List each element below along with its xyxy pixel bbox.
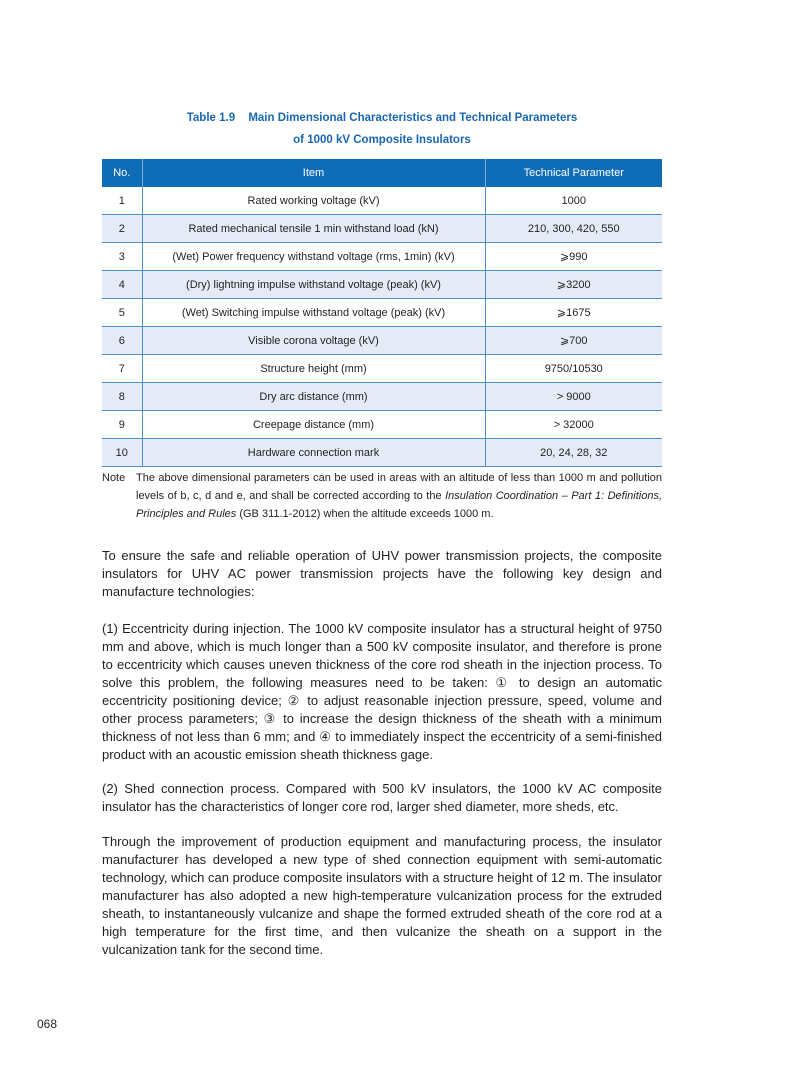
cell-no: 1 [102,187,142,215]
table-row [102,271,662,299]
cell-value: ⩾3200 [485,271,662,299]
cell-no: 9 [102,411,142,439]
cell-value: ⩾700 [485,327,662,355]
note-label: Note [102,472,126,484]
table-row [102,355,662,383]
cell-item: Dry arc distance (mm) [142,383,485,411]
table-header-row [102,159,662,187]
table-caption-line2: of 1000 kV Composite Insulators [293,134,471,146]
cell-item: Creepage distance (mm) [142,411,485,439]
cell-no: 5 [102,299,142,327]
page-number: 068 [37,1017,58,1031]
standard-title: Insulation Coordination – Part 1: Definitions, Principles and Rules [136,490,663,520]
cell-item: (Dry) lightning impulse withstand voltage (peak) (kV) [142,271,485,299]
table-note [102,469,662,523]
table-row [102,411,662,439]
intro-paragraph: To ensure the safe and reliable operation of UHV power transmission projects, the composite insulators for UHV AC power transmission projects have the following key design and manufacture technologies: [102,548,662,599]
cell-item: (Wet) Switching impulse withstand voltage (peak) (kV) [142,299,485,327]
cell-value: 20, 24, 28, 32 [485,439,662,467]
cell-item: Visible corona voltage (kV) [142,327,485,355]
table-row [102,243,662,271]
cell-no: 10 [102,439,142,467]
cell-value: 9750/10530 [485,355,662,383]
header-technical-parameter: Technical Parameter [485,159,662,187]
table-row [102,187,662,215]
cell-value: > 9000 [485,383,662,411]
table-row [102,299,662,327]
cell-no: 2 [102,215,142,243]
cell-item: Hardware connection mark [142,439,485,467]
cell-item: (Wet) Power frequency withstand voltage (rms, 1min) (kV) [142,243,485,271]
cell-item: Structure height (mm) [142,355,485,383]
manufacturing-paragraph: Through the improvement of production equipment and manufacturing process, the insulator manufacturer has developed a new type of shed connection equipment with semi-automatic technology, which can produce composite insulators with a structure height of 12 m. The insulator manufacturer has also adopted a new high-temperature vulcanization process for the extruded sheath, to instantaneously vulcanize and shape the formed extruded sheath of the core rod at a high temperature for the first time, and then vulcanize the sheath on a support in the vulcanization tank for the second time. [102,834,662,957]
note-text: The above dimensional parameters can be used in areas with an altitude of less than 1000 m and pollution levels of b, c, d and e, and shall be corrected according to the Insulation Coordination – Part 1: Definitions, Principles and Rules (GB 311.1-2012) when the altitude exceeds 1000 m. [136,472,663,520]
cell-value: 1000 [485,187,662,215]
cell-no: 6 [102,327,142,355]
cell-no: 7 [102,355,142,383]
table-row [102,215,662,243]
cell-no: 8 [102,383,142,411]
cell-value: 210, 300, 420, 550 [485,215,662,243]
cell-item: Rated mechanical tensile 1 min withstand load (kN) [142,215,485,243]
eccentricity-paragraph: (1) Eccentricity during injection. The 1000 kV composite insulator has a structural height of 9750 mm and above, which is much longer than a 500 kV composite insulator, and therefore is prone to eccentricity which causes uneven thickness of the core rod sheath in the injection process. To solve this problem, the following measures need to be taken: ① to design an automatic eccentricity positioning device; ② to adjust reasonable injection pressure, speed, volume and other process parameters; ③ to increase the design thickness of the sheath with a minimum thickness of not less than 6 mm; and ④ to immediately inspect the eccentricity of a semi-finished product with an acoustic emission sheath thickness gage. [102,621,662,762]
cell-no: 4 [102,271,142,299]
table-title: Main Dimensional Characteristics and Technical Parameters [248,112,578,124]
cell-value: > 32000 [485,411,662,439]
table-row [102,327,662,355]
cell-item: Rated working voltage (kV) [142,187,485,215]
cell-value: ⩾990 [485,243,662,271]
table-number: Table 1.9 [186,112,236,124]
parameters-table [102,159,662,467]
header-item: Item [142,159,485,187]
table-row [102,383,662,411]
header-no: No. [102,159,142,187]
table-row [102,439,662,467]
cell-value: ⩾1675 [485,299,662,327]
shed-connection-paragraph: (2) Shed connection process. Compared with 500 kV insulators, the 1000 kV AC composite insulator has the characteristics of longer core rod, larger shed diameter, more sheds, etc. [102,781,662,814]
cell-no: 3 [102,243,142,271]
table-caption-line1 [102,112,662,124]
